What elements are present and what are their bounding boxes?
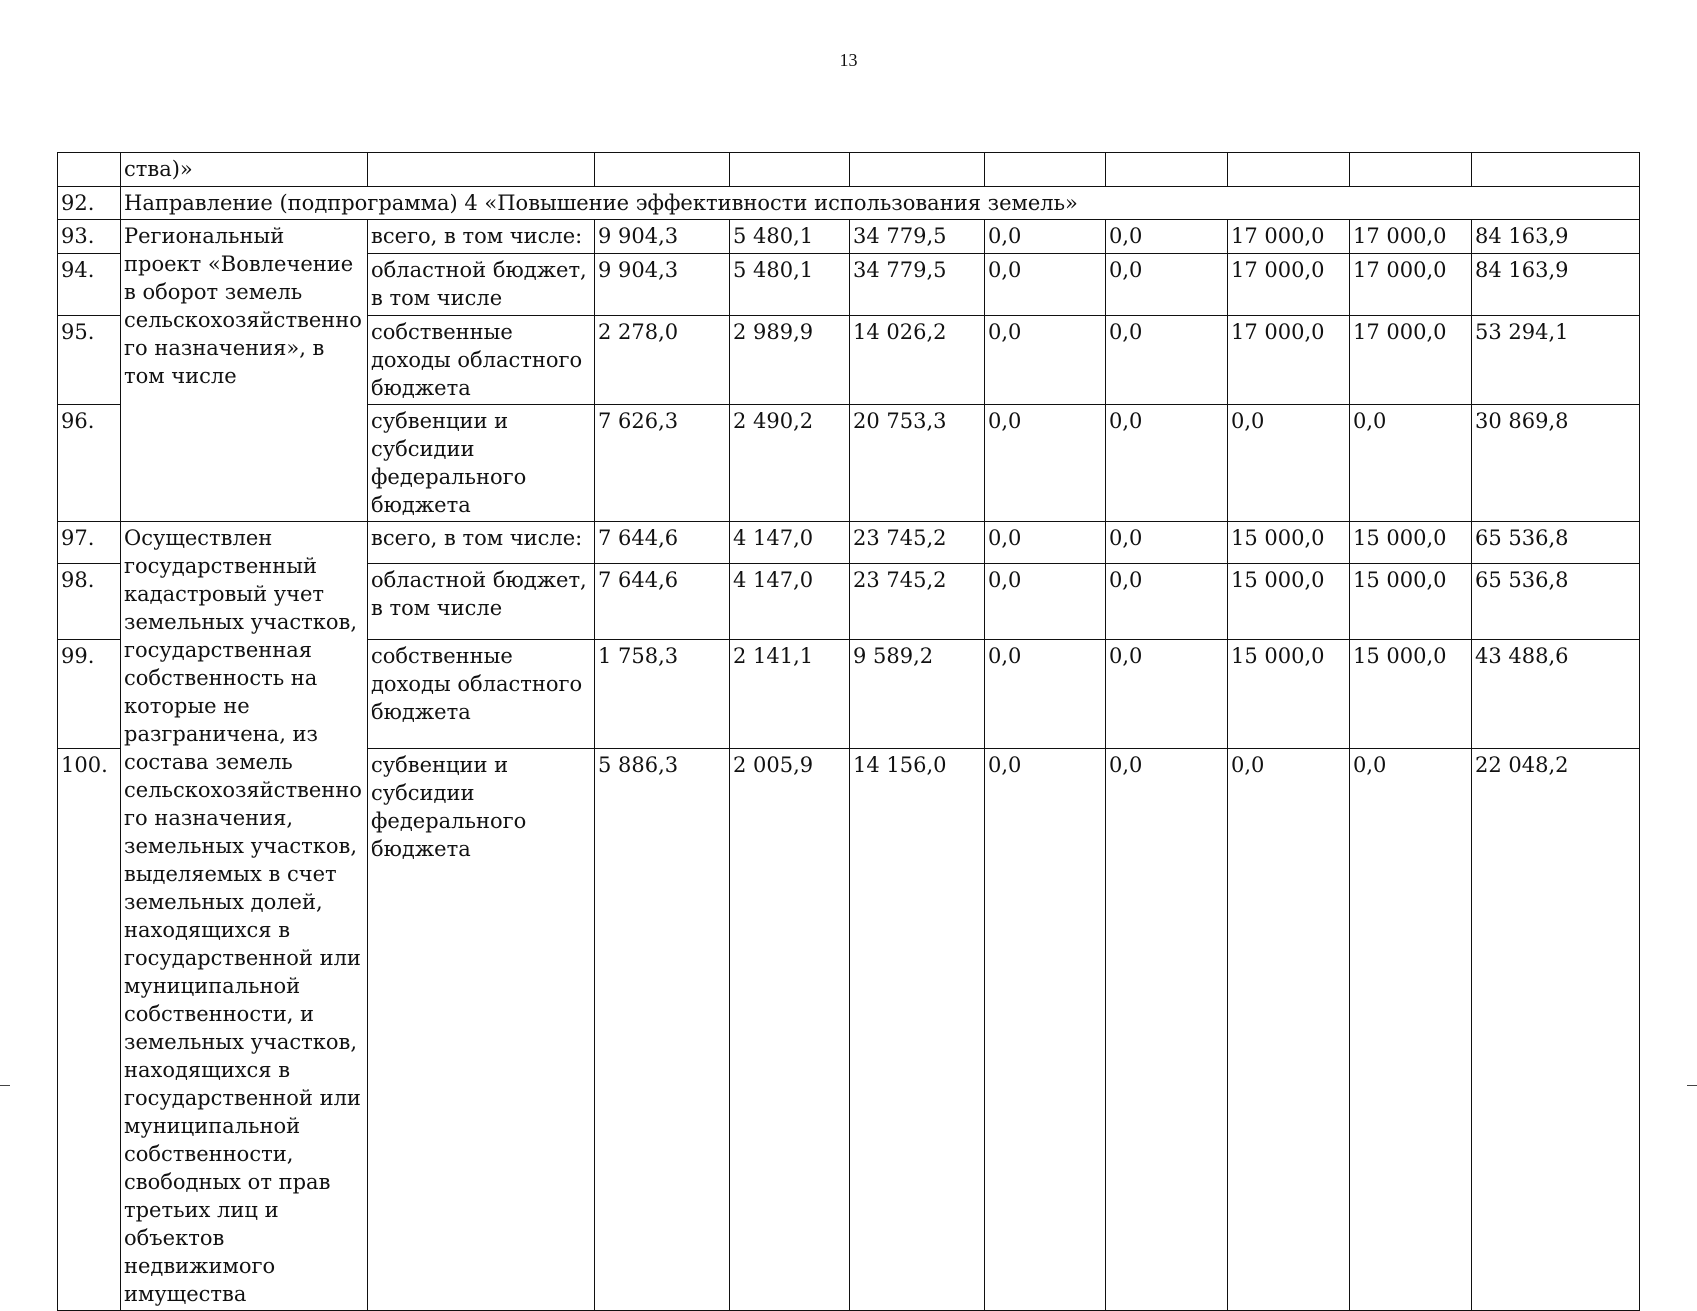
description-cell: Региональный проект «Вовлечение в оборот земель сельскохозяйственного назначения», в том числе — [121, 220, 368, 522]
value-cell: 0,0 — [1106, 254, 1228, 316]
page-number: 13 — [839, 50, 858, 70]
value-cell: 0,0 — [1106, 748, 1228, 1310]
value-cell: 15 000,0 — [1228, 639, 1350, 748]
value-cell: 65 536,8 — [1472, 563, 1640, 639]
value-cell: 15 000,0 — [1350, 563, 1472, 639]
value-cell: 20 753,3 — [850, 405, 985, 522]
value-cell: 9 589,2 — [850, 639, 985, 748]
value-cell: 7 626,3 — [595, 405, 730, 522]
value-cell: 2 278,0 — [595, 316, 730, 405]
section-title-cell: Направление (подпрограмма) 4 «Повышение эффективности использования земель» — [121, 187, 1640, 220]
funding-type-cell: областной бюджет, в том числе — [368, 563, 595, 639]
row-number-cell: 95. — [58, 316, 121, 405]
value-cell: 0,0 — [1106, 316, 1228, 405]
description-cell: Осуществлен государственный кадастровый учет земельных участков, государственная собственность на которые не разграничена, из состава земель сельскохозяйственного назначения, земельных участков, выделяемых в счет земельных долей, находящихся в государственной или муниципальной собственности, и земельных участков, находящихся в государственной или муниципальной собственности, свободных от прав третьих лиц и объектов недвижимого имущества — [121, 522, 368, 1311]
value-cell: 2 005,9 — [730, 748, 850, 1310]
row-number-cell: 94. — [58, 254, 121, 316]
value-cell: 0,0 — [985, 405, 1106, 522]
continuation-row — [58, 153, 1640, 187]
budget-table-body — [58, 153, 1640, 1311]
value-cell: 9 904,3 — [595, 220, 730, 254]
table-row — [58, 220, 1640, 254]
value-cell: 0,0 — [985, 254, 1106, 316]
value-cell: 17 000,0 — [1228, 316, 1350, 405]
value-cell: 15 000,0 — [1228, 563, 1350, 639]
section-header-row — [58, 187, 1640, 220]
funding-type-cell: собственные доходы областного бюджета — [368, 639, 595, 748]
value-cell: 0,0 — [1350, 405, 1472, 522]
row-number-cell: 100. — [58, 748, 121, 1310]
value-cell: 0,0 — [1228, 748, 1350, 1310]
value-cell: 84 163,9 — [1472, 254, 1640, 316]
value-cell: 15 000,0 — [1350, 639, 1472, 748]
row-number-cell: 99. — [58, 639, 121, 748]
row-number-cell: 98. — [58, 563, 121, 639]
funding-type-cell: субвенции и субсидии федерального бюджета — [368, 405, 595, 522]
value-cell: 2 141,1 — [730, 639, 850, 748]
value-cell: 22 048,2 — [1472, 748, 1640, 1310]
value-cell: 23 745,2 — [850, 563, 985, 639]
value-cell: 0,0 — [985, 522, 1106, 564]
value-cell: 34 779,5 — [850, 220, 985, 254]
description-cell: ства)» — [121, 153, 368, 187]
funding-type-cell: всего, в том числе: — [368, 220, 595, 254]
value-cell: 0,0 — [1350, 748, 1472, 1310]
value-cell: 53 294,1 — [1472, 316, 1640, 405]
value-cell: 43 488,6 — [1472, 639, 1640, 748]
row-number-cell: 97. — [58, 522, 121, 564]
value-cell: 0,0 — [985, 220, 1106, 254]
value-cell: 0,0 — [985, 748, 1106, 1310]
value-cell: 17 000,0 — [1228, 254, 1350, 316]
budget-table — [57, 152, 1640, 1311]
value-cell: 30 869,8 — [1472, 405, 1640, 522]
value-cell: 0,0 — [1228, 405, 1350, 522]
value-cell: 0,0 — [1106, 522, 1228, 564]
value-cell: 17 000,0 — [1350, 316, 1472, 405]
value-cell: 0,0 — [985, 639, 1106, 748]
value-cell: 7 644,6 — [595, 522, 730, 564]
value-cell: 5 480,1 — [730, 220, 850, 254]
value-cell: 14 156,0 — [850, 748, 985, 1310]
value-cell: 23 745,2 — [850, 522, 985, 564]
page-edge-mark-right — [1687, 1085, 1697, 1086]
row-number-cell: 96. — [58, 405, 121, 522]
value-cell: 15 000,0 — [1228, 522, 1350, 564]
page-edge-mark-left — [0, 1085, 10, 1086]
value-cell: 4 147,0 — [730, 522, 850, 564]
value-cell: 1 758,3 — [595, 639, 730, 748]
value-cell: 0,0 — [985, 316, 1106, 405]
funding-type-cell — [368, 153, 595, 187]
value-cell: 9 904,3 — [595, 254, 730, 316]
value-cell: 0,0 — [985, 563, 1106, 639]
funding-type-cell: всего, в том числе: — [368, 522, 595, 564]
value-cell: 0,0 — [1106, 220, 1228, 254]
value-cell: 7 644,6 — [595, 563, 730, 639]
value-cell: 2 490,2 — [730, 405, 850, 522]
funding-type-cell: субвенции и субсидии федерального бюджета — [368, 748, 595, 1310]
funding-type-cell: собственные доходы областного бюджета — [368, 316, 595, 405]
value-cell: 0,0 — [1106, 639, 1228, 748]
row-number-cell: 93. — [58, 220, 121, 254]
value-cell: 0,0 — [1106, 405, 1228, 522]
value-cell: 0,0 — [1106, 563, 1228, 639]
value-cell: 84 163,9 — [1472, 220, 1640, 254]
value-cell: 5 480,1 — [730, 254, 850, 316]
funding-type-cell: областной бюджет, в том числе — [368, 254, 595, 316]
value-cell: 4 147,0 — [730, 563, 850, 639]
value-cell: 5 886,3 — [595, 748, 730, 1310]
value-cell: 2 989,9 — [730, 316, 850, 405]
value-cell: 17 000,0 — [1228, 220, 1350, 254]
value-cell: 15 000,0 — [1350, 522, 1472, 564]
table-row — [58, 522, 1640, 564]
value-cell: 17 000,0 — [1350, 254, 1472, 316]
value-cell: 17 000,0 — [1350, 220, 1472, 254]
value-cell: 14 026,2 — [850, 316, 985, 405]
value-cell: 34 779,5 — [850, 254, 985, 316]
row-number-cell — [58, 153, 121, 187]
row-number-cell: 92. — [58, 187, 121, 220]
value-cell: 65 536,8 — [1472, 522, 1640, 564]
